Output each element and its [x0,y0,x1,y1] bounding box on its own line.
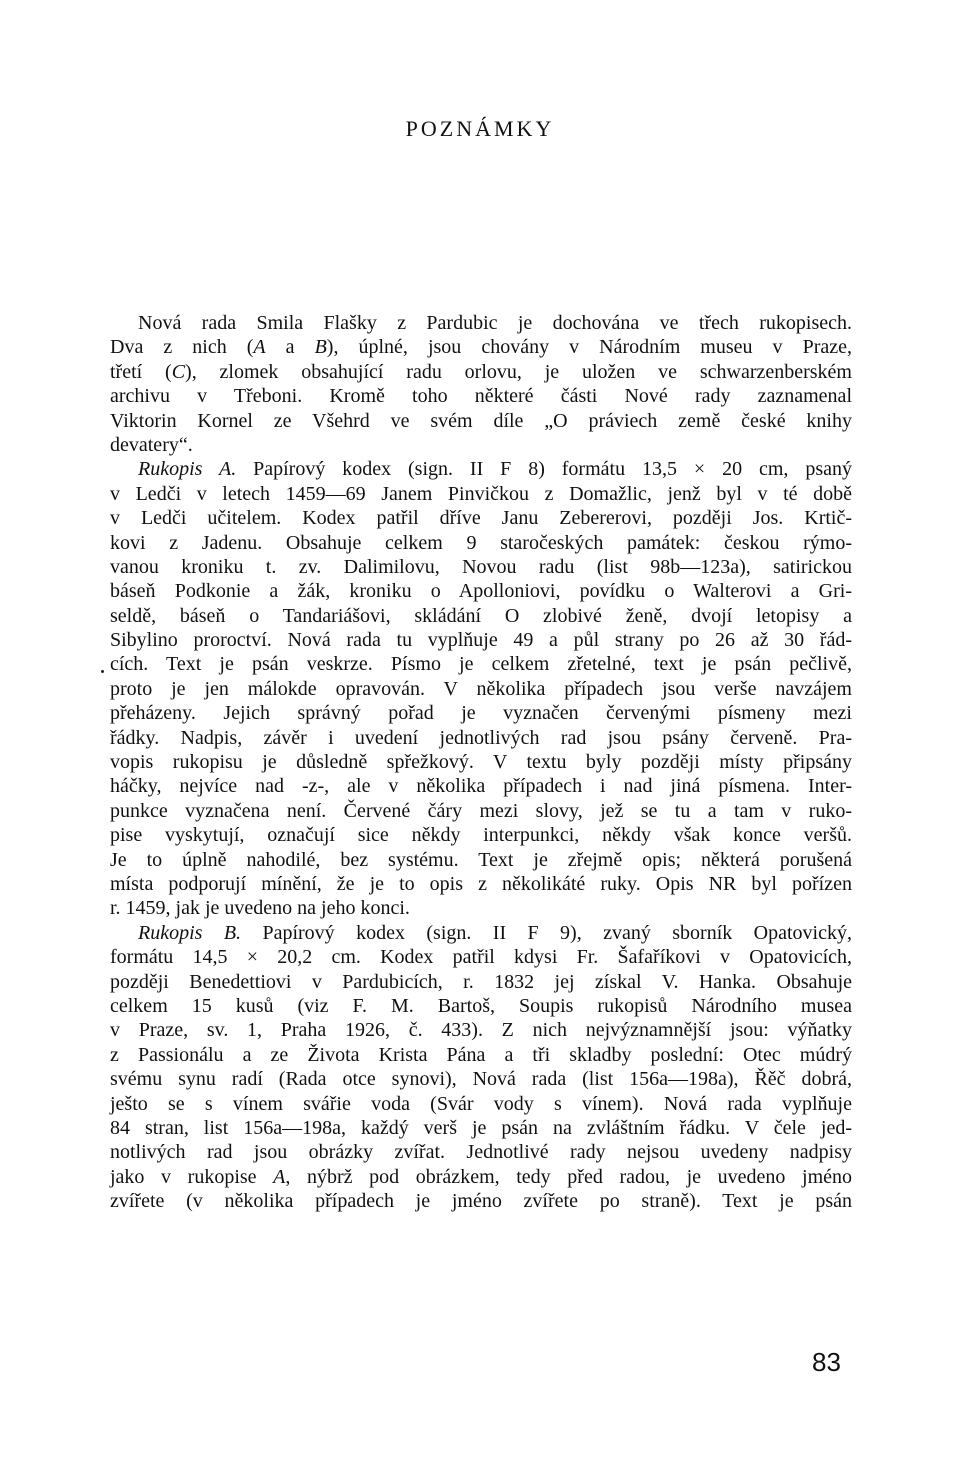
text-line: později Benedettiovi v Pardubicích, r. 1832 jej získal V. Hanka. Obsahuje [110,970,852,993]
text-line: ješto se s vínem svářie voda (Svár vody s vínem). Nová rada vyplňuje [110,1092,852,1115]
text-line: Nová rada Smila Flašky z Pardubic je dochována ve třech rukopisech. [138,312,852,334]
text-line: kovi z Jadenu. Obsahuje celkem 9 staročeských památek: českou rýmo- [110,531,852,554]
text-line: přeházeny. Jejich správný pořad je vyznačen červenými písmeny mezi [110,702,852,725]
text-line: celkem 15 kusů (viz F. M. Bartoš, Soupis rukopisů Národního musea [110,994,852,1017]
text-line: Viktorin Kornel ze Všehrd ve svém díle „O práviech země české knihy [110,409,852,432]
text-line: Rukopis B. Papírový kodex (sign. II F 9), zvaný sborník Opatovický, [138,921,852,944]
text-line: třetí (C), zlomek obsahující radu orlovu, je uložen ve schwarzenberském [110,360,852,383]
margin-mark [101,670,104,673]
paragraph-intro [110,311,852,457]
paragraph-rukopis-a [110,457,852,920]
text-line: zvířete (v několika případech je jméno zvířete po straně). Text je psán [110,1190,852,1213]
text-line: formátu 14,5 × 20,2 cm. Kodex patřil kdysi Fr. Šafaříkovi v Opatovicích, [110,946,852,969]
text-line: punkce vyznačena není. Červené čáry mezi slovy, jež se tu a tam v ruko- [110,799,852,822]
text-line: notlivých rad jsou obrázky zvířat. Jednotlivé rady nejsou uvedeny nadpisy [110,1141,852,1164]
text-line: proto je jen málokde opravován. V několika případech jsou verše navzájem [110,677,852,700]
text-line: v Ledči v letech 1459—69 Janem Pinvičkou z Domažlic, jenž byl v té době [110,482,852,505]
text-line: báseň Podkonie a žák, kroniku o Apolloniovi, povídku o Walterovi a Gri- [110,580,852,603]
text-line: Sibylino proroctví. Nová rada tu vyplňuje 49 a půl strany po 26 až 30 řád- [110,629,852,652]
text-line: vanou kroniku t. zv. Dalimilovu, Novou radu (list 98b—123a), satirickou [110,555,852,578]
text-line: háčky, nejvíce nad -z-, ale v několika případech i nad jiná písmena. Inter- [110,775,852,798]
body-text [110,311,852,1213]
page-number: 83 [812,1347,841,1377]
text-line: devatery“. [110,433,193,456]
text-line: řádky. Nadpis, závěr i uvedení jednotlivých rad jsou psány červeně. Pra- [110,726,852,749]
text-line: archivu v Třeboni. Kromě toho některé části Nové rady zaznamenal [110,385,852,408]
page-title: POZNÁMKY [405,116,555,141]
text-line: r. 1459, jak je uvedeno na jeho konci. [110,897,410,920]
paragraph-rukopis-b [110,921,852,1214]
text-line: seldě, báseň o Tandariášovi, skládání O zlobivé ženě, dvojí letopisy a [110,604,852,627]
text-line: pise vyskytují, označují sice někdy interpunkci, někdy však konce veršů. [110,824,852,847]
text-line: jako v rukopise A, nýbrž pod obrázkem, tedy před radou, je uvedeno jméno [110,1165,853,1188]
text-line: v Ledči učitelem. Kodex patřil dříve Janu Zebererovi, později Jos. Krtič- [110,507,852,530]
text-line: Rukopis A. Papírový kodex (sign. II F 8) formátu 13,5 × 20 cm, psaný [138,458,852,481]
text-line: vopis rukopisu je důsledně spřežkový. V textu byly později místy připsány [110,751,852,774]
text-line: z Passionálu a ze Života Krista Pána a tři skladby poslední: Otec múdrý [110,1043,852,1066]
text-line: Je to úplně nahodilé, bez systému. Text je zřejmě opis; některá porušená [110,848,852,871]
text-line: Dva z nich (A a B), úplné, jsou chovány v Národním museu v Praze, [110,336,852,359]
text-line: 84 stran, list 156a—198a, každý verš je psán na zvláštním řádku. V čele jed- [110,1116,852,1139]
text-line: v Praze, sv. 1, Praha 1926, č. 433). Z nich nejvýznamnější jsou: výňatky [110,1019,852,1042]
text-line: svému synu radí (Rada otce synovi), Nová rada (list 156a—198a), Řěč dobrá, [110,1068,852,1091]
text-line: cích. Text je psán veskrze. Písmo je celkem zřetelné, text je psán pečlivě, [110,653,852,676]
text-line: místa podporují mínění, že je to opis z několikáté ruky. Opis NR byl pořízen [110,872,852,895]
